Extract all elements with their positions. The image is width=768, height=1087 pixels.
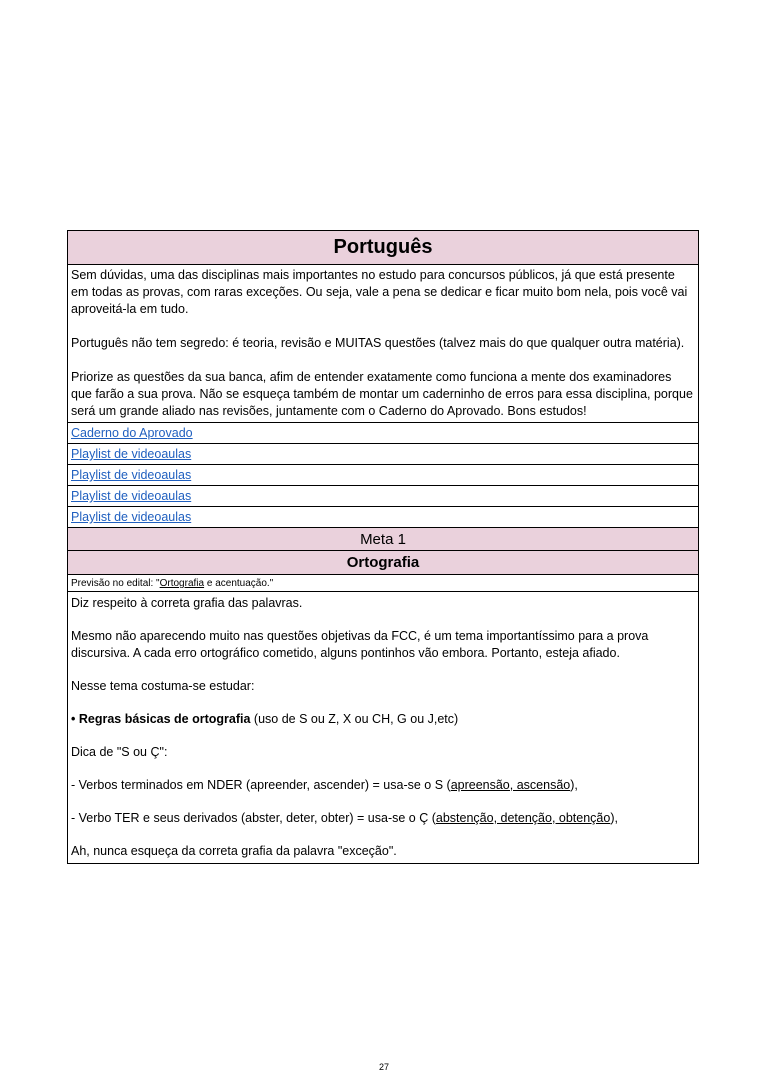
- rule-1-underlined: apreensão, ascensão: [450, 777, 571, 792]
- bullet-bold: • Regras básicas de ortografia: [71, 711, 251, 726]
- content-paragraph-8: Ah, nunca esqueça da correta grafia da palavra "exceção".: [71, 843, 397, 858]
- rule-1-prefix: - Verbos terminados em NDER (apreender, ascender) = usa-se o S (: [71, 777, 451, 792]
- rule-1-suffix: ),: [570, 777, 578, 792]
- caderno-do-aprovado-link[interactable]: Caderno do Aprovado: [71, 426, 193, 440]
- topic-content: [68, 591, 698, 863]
- bullet-item: [71, 711, 695, 728]
- content-paragraph-2: Mesmo não aparecendo muito nas questões objetivas da FCC, é um tema importantíssimo para a prova discursiva. A cada erro ortográfico cometido, alguns pontinhos vão embora. Portanto, esteja afiado.: [71, 629, 649, 660]
- link-row: [68, 422, 698, 443]
- topic-title: Ortografia: [68, 550, 698, 574]
- rule-2-prefix: - Verbo TER e seus derivados (abster, deter, obter) = usa-se o Ç (: [71, 810, 436, 825]
- edital-prefix: Previsão no edital: ": [71, 578, 160, 589]
- section-title: Português: [68, 231, 698, 264]
- portugues-table: [67, 230, 699, 864]
- playlist-link-3[interactable]: Playlist de videoaulas: [71, 489, 192, 503]
- rule-2-underlined: abstenção, detenção, obtenção: [435, 810, 611, 825]
- page-number: 27: [378, 1062, 389, 1072]
- bullet-rest: (uso de S ou Z, X ou CH, G ou J,etc): [250, 711, 459, 726]
- rule-1: [71, 777, 695, 794]
- section-intro: [68, 264, 698, 422]
- meta-label: Meta 1: [68, 527, 698, 550]
- link-row: [68, 485, 698, 506]
- content-paragraph-3: Nesse tema costuma-se estudar:: [71, 678, 255, 693]
- rule-2-suffix: ),: [610, 810, 618, 825]
- link-row: [68, 506, 698, 527]
- intro-paragraph-2: Português não tem segredo: é teoria, revisão e MUITAS questões (talvez mais do que qualquer outra matéria).: [71, 336, 685, 350]
- link-row: [68, 464, 698, 485]
- intro-paragraph-3: Priorize as questões da sua banca, afim de entender exatamente como funciona a mente dos examinadores que farão a sua prova. Não se esqueça também de montar um caderninho de erros para essa disciplina, porque será um grande aliado nas revisões, juntamente com o Caderno do Aprovado. Bons estudos!: [71, 370, 693, 418]
- link-row: [68, 443, 698, 464]
- edital-suffix: e acentuação.": [204, 578, 274, 589]
- content-paragraph-5: Dica de "S ou Ç":: [71, 744, 168, 759]
- content-paragraph-1: Diz respeito à correta grafia das palavras.: [71, 596, 303, 610]
- intro-paragraph-1: Sem dúvidas, uma das disciplinas mais importantes no estudo para concursos públicos, já que está presente em todas as provas, com raras exceções. Ou seja, vale a pena se dedicar e ficar muito bom nela, pois você vai aproveitá-la em tudo.: [71, 268, 688, 316]
- rule-2: [71, 810, 695, 827]
- edital-underlined: Ortografia: [159, 578, 205, 589]
- playlist-link-4[interactable]: Playlist de videoaulas: [71, 510, 192, 524]
- edital-note: [68, 574, 698, 591]
- playlist-link-2[interactable]: Playlist de videoaulas: [71, 468, 192, 482]
- playlist-link-1[interactable]: Playlist de videoaulas: [71, 447, 192, 461]
